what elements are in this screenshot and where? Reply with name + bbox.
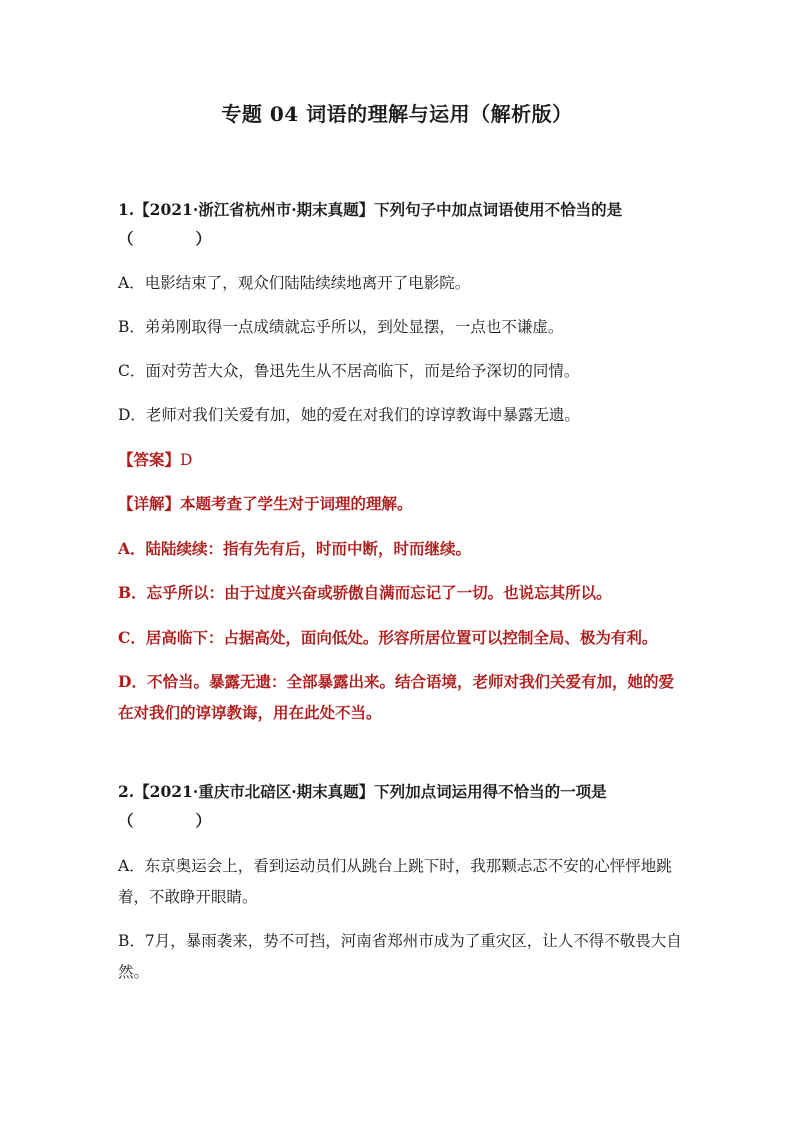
question-1-option-b: B．弟弟刚取得一点成绩就忘乎所以，到处显摆，一点也不谦虚。 <box>118 318 564 336</box>
question-2-answer-blank: （ ） <box>118 811 212 830</box>
question-1-explanation-d: D．不恰当。暴露无遗：全部暴露出来。结合语境，老师对我们关爱有加，她的爱在对我们的谆谆教诲，用在此处不当。 <box>118 672 674 722</box>
page-title: 专题 04 词语的理解与运用（解析版） <box>221 102 573 126</box>
answer-value: D <box>180 451 193 469</box>
detail-text: 本题考查了学生对于词理的理解。 <box>180 494 413 513</box>
question-2-stem: 2.【2021·重庆市北碚区·期末真题】下列加点词运用得不恰当的一项是 <box>118 782 607 801</box>
question-1-detail <box>118 492 698 516</box>
question-1-answer <box>118 448 698 472</box>
question-1-answer-blank: （ ） <box>118 229 212 248</box>
question-2-option-a: A．东京奥运会上，看到运动员们从跳台上跳下时，我那颗忐忑不安的心怦怦地跳着，不敢睁开眼睛。 <box>118 857 672 906</box>
question-1-option-d: D．老师对我们关爱有加，她的爱在对我们的谆谆教诲中暴露无遗。 <box>118 406 580 424</box>
question-1-explanation-c: C．居高临下：占据高处，面向低处。形容所居位置可以控制全局、极为有利。 <box>118 628 658 647</box>
question-1-stem: 1.【2021·浙江省杭州市·期末真题】下列句子中加点词语使用不恰当的是 <box>118 200 623 219</box>
answer-label: 【答案】 <box>118 450 181 469</box>
question-1-explanation-a: A．陆陆续续：指有先有后，时而中断，时而继续。 <box>118 539 472 558</box>
question-1-explanation-b: B．忘乎所以：由于过度兴奋或骄傲自满而忘记了一切。也说忘其所以。 <box>118 583 612 602</box>
question-1-option-a: A．电影结束了，观众们陆陆续续地离开了电影院。 <box>118 274 471 292</box>
question-1-option-c: C．面对劳苦大众，鲁迅先生从不居高临下，而是给予深切的同情。 <box>118 362 580 380</box>
question-2-option-b: B．7月，暴雨袭来，势不可挡，河南省郑州市成为了重灾区，让人不得不敬畏大自然。 <box>118 932 682 981</box>
detail-label: 【详解】 <box>118 494 181 513</box>
